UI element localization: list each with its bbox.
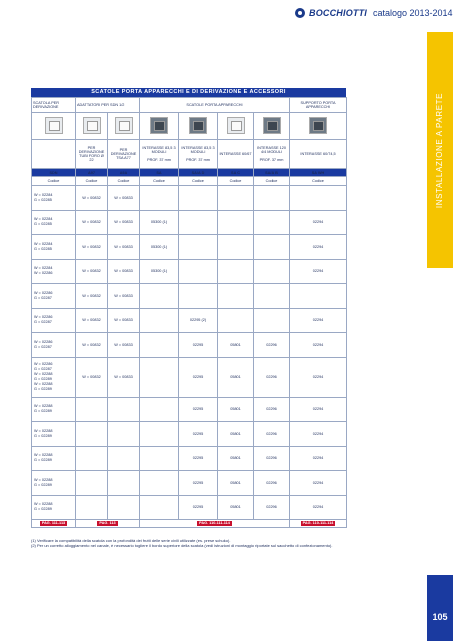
- code-value: W = 02286: [34, 290, 53, 295]
- box-icon: [189, 117, 207, 134]
- code-cell: 05300 (1): [140, 235, 179, 260]
- product-table: [31, 97, 347, 528]
- code-cell: [254, 210, 290, 235]
- derivation-codes: [32, 259, 76, 284]
- desc-cell: PER DERIVAZIONE TUBI FORO Ø 22: [76, 140, 108, 169]
- code-cell: [179, 186, 218, 211]
- code-cell: 02296: [254, 495, 290, 520]
- brand-name: BOCCHIOTTI: [309, 8, 367, 18]
- data-rows: [32, 186, 347, 520]
- page-ref-cell: [290, 520, 347, 528]
- code-cell: 02296: [254, 422, 290, 447]
- code-value: W = 02284: [34, 266, 53, 271]
- code-value: W = 02288: [34, 372, 53, 376]
- code-cell: [108, 397, 140, 422]
- code-cell: [108, 422, 140, 447]
- code-value: G = 02285: [34, 197, 52, 202]
- category-adattatori: ADATTATORI PER SDN 1/2: [76, 98, 140, 113]
- code-cell: W = 00833: [108, 186, 140, 211]
- desc-cell: [254, 140, 290, 169]
- code-cell: W = 00832: [76, 186, 108, 211]
- derivation-codes: [32, 446, 76, 471]
- header-brand: [295, 8, 453, 18]
- product-image: [290, 113, 347, 140]
- table-row: [32, 333, 347, 358]
- codice-label: Codice: [290, 177, 347, 186]
- derivation-codes: [32, 210, 76, 235]
- code-value: W = 02286: [34, 362, 53, 366]
- codice-label: Codice: [32, 177, 76, 186]
- codice-row: [32, 177, 347, 186]
- code-cell: 02294: [290, 446, 347, 471]
- table-row: [32, 495, 347, 520]
- code-value: W = 02286: [34, 315, 53, 320]
- code-value: G = 02285: [34, 246, 52, 251]
- table-row: [32, 186, 347, 211]
- code-cell: 02294: [290, 333, 347, 358]
- code-value: G = 02287: [34, 295, 52, 300]
- side-tab-label: INSTALLAZIONE A PARETE: [435, 92, 445, 208]
- code-value: W = 02286: [34, 271, 53, 276]
- code-value: W = 02288: [34, 404, 53, 409]
- code-cell: 02294: [290, 422, 347, 447]
- table-row: [32, 357, 347, 397]
- code-cell: 02295: [179, 397, 218, 422]
- code-value: W = 02288: [34, 502, 53, 507]
- codice-label: Codice: [76, 177, 108, 186]
- page-number-box: [427, 575, 453, 641]
- table-row: [32, 471, 347, 496]
- code-value: G = 02289: [34, 482, 52, 487]
- support-icon: [309, 117, 327, 134]
- code-cell: 02294: [290, 235, 347, 260]
- catalog-title: catalogo 2013-2014: [373, 8, 453, 18]
- page-ref-cell: [76, 520, 140, 528]
- code-cell: 05300 (1): [140, 210, 179, 235]
- code-header: SA/A B: [254, 169, 290, 177]
- derivation-codes: [32, 186, 76, 211]
- table-row: [32, 210, 347, 235]
- code-cell: [218, 259, 254, 284]
- code-cell: 02294: [290, 210, 347, 235]
- code-value: W = 02288: [34, 453, 53, 458]
- adapter-icon: [115, 117, 133, 134]
- code-cell: [254, 186, 290, 211]
- code-cell: [140, 284, 179, 309]
- code-cell: [254, 308, 290, 333]
- desc-cell: PER DERIVAZIONE TSA A77: [108, 140, 140, 169]
- code-cell: [140, 397, 179, 422]
- table-row: [32, 446, 347, 471]
- code-cell: [108, 446, 140, 471]
- derivation-codes: [32, 422, 76, 447]
- code-value: G = 02287: [34, 320, 52, 325]
- code-cell: 02296: [254, 446, 290, 471]
- product-image: [32, 113, 76, 140]
- desc-text: INTERASSE 83,5 3 MODULI: [181, 146, 215, 154]
- product-image: [76, 113, 108, 140]
- desc-cell: INTERASSE 60/74,5: [290, 140, 347, 169]
- derivation-codes: [32, 471, 76, 496]
- desc-cell: INTERASSE 60/67: [218, 140, 254, 169]
- code-value: G = 02289: [34, 433, 52, 438]
- code-cell: 02295: [179, 446, 218, 471]
- product-image: [108, 113, 140, 140]
- code-header-row: [32, 169, 347, 177]
- code-cell: W = 00833: [108, 210, 140, 235]
- code-cell: [218, 186, 254, 211]
- code-value: G = 02287: [34, 344, 52, 349]
- derivation-codes: [32, 357, 76, 397]
- desc-depth: PROF. 37 mm: [186, 158, 210, 162]
- code-cell: [76, 446, 108, 471]
- box-icon: [150, 117, 168, 134]
- code-cell: 05801: [218, 471, 254, 496]
- table-row: [32, 284, 347, 309]
- code-value: G = 02287: [34, 367, 52, 371]
- code-cell: [290, 186, 347, 211]
- code-cell: [140, 495, 179, 520]
- product-image: [218, 113, 254, 140]
- code-cell: [140, 333, 179, 358]
- table-title: SCATOLE PORTA APPARECCHI E DI DERIVAZIONE E ACCESSORI: [31, 88, 346, 97]
- code-cell: [108, 495, 140, 520]
- box-icon: [227, 117, 245, 134]
- table-row: [32, 308, 347, 333]
- code-cell: [140, 186, 179, 211]
- code-value: G = 02289: [34, 387, 52, 391]
- codice-label: Codice: [218, 177, 254, 186]
- code-value: W = 02288: [34, 477, 53, 482]
- code-cell: 02295: [179, 333, 218, 358]
- code-cell: [218, 210, 254, 235]
- code-cell: [218, 308, 254, 333]
- code-value: G = 02289: [34, 409, 52, 414]
- code-cell: 02294: [290, 397, 347, 422]
- code-cell: W = 00833: [108, 284, 140, 309]
- code-cell: 05801: [218, 422, 254, 447]
- desc-text: INTERASSE 120 4/4 MODULI: [257, 146, 286, 154]
- code-cell: W = 00833: [108, 235, 140, 260]
- derivation-codes: [32, 333, 76, 358]
- table-row: [32, 235, 347, 260]
- desc-cell: [32, 140, 76, 169]
- code-cell: [179, 284, 218, 309]
- category-porta-apparecchi: SCATOLE PORTA APPARECCHI: [140, 98, 290, 113]
- table-row: [32, 397, 347, 422]
- code-cell: 02294: [290, 357, 347, 397]
- code-cell: 02296: [254, 471, 290, 496]
- code-cell: [254, 259, 290, 284]
- desc-cell: [179, 140, 218, 169]
- code-cell: 05300 (1): [140, 259, 179, 284]
- code-cell: 02295 (2): [179, 308, 218, 333]
- code-cell: W = 00833: [108, 259, 140, 284]
- code-cell: 02296: [254, 333, 290, 358]
- derivation-codes: [32, 284, 76, 309]
- page-ref-cell: [32, 520, 76, 528]
- page-number: 105: [432, 612, 448, 622]
- bocchiotti-logo-icon: [295, 8, 305, 18]
- side-tab-label-wrap: [427, 32, 453, 268]
- code-cell: [76, 397, 108, 422]
- code-cell: 02295: [179, 422, 218, 447]
- desc-depth: PROF. 37 mm: [259, 158, 284, 162]
- code-header: SA: [140, 169, 179, 177]
- product-image: [254, 113, 290, 140]
- code-cell: [76, 471, 108, 496]
- desc-cell: [140, 140, 179, 169]
- page-ref: PAG. 110-111-114: [302, 521, 334, 525]
- code-cell: W = 00832: [76, 210, 108, 235]
- code-header: SA C: [218, 169, 254, 177]
- codice-label: Codice: [254, 177, 290, 186]
- code-cell: [179, 235, 218, 260]
- code-cell: [140, 308, 179, 333]
- table-row: [32, 259, 347, 284]
- page-ref: PAG. 113: [99, 521, 116, 525]
- code-value: W = 02284: [34, 241, 53, 246]
- code-cell: [108, 471, 140, 496]
- code-cell: 02296: [254, 397, 290, 422]
- derivation-codes: [32, 495, 76, 520]
- code-cell: 02296: [254, 357, 290, 397]
- code-cell: [140, 422, 179, 447]
- footnotes: [31, 538, 416, 548]
- code-cell: 05801: [218, 495, 254, 520]
- category-derivazione: SCATOLA PER DERIVAZIONE: [32, 98, 76, 113]
- code-header: SA WH: [290, 169, 347, 177]
- box-icon: [263, 117, 281, 134]
- page-ref: PAG. 110-111-114: [199, 521, 230, 525]
- image-row: [32, 113, 347, 140]
- code-cell: 05801: [218, 397, 254, 422]
- code-cell: W = 00832: [76, 308, 108, 333]
- code-header: A97: [76, 169, 108, 177]
- code-cell: 02295: [179, 495, 218, 520]
- code-value: W = 02286: [34, 339, 53, 344]
- category-supporto: SUPPORTO PORTA APPARECCHI: [290, 98, 347, 113]
- derivation-codes: [32, 235, 76, 260]
- code-cell: 05801: [218, 333, 254, 358]
- product-image: [179, 113, 218, 140]
- category-row: [32, 98, 347, 113]
- code-cell: W = 00833: [108, 333, 140, 358]
- code-value: G = 02289: [34, 377, 52, 381]
- code-cell: 02294: [290, 471, 347, 496]
- code-cell: [76, 495, 108, 520]
- code-cell: [76, 422, 108, 447]
- codice-label: Codice: [140, 177, 179, 186]
- code-cell: [218, 235, 254, 260]
- code-cell: W = 00832: [76, 235, 108, 260]
- code-cell: 02295: [179, 471, 218, 496]
- code-value: G = 02289: [34, 458, 52, 463]
- code-value: W = 02288: [34, 428, 53, 433]
- code-cell: [179, 210, 218, 235]
- code-cell: [140, 357, 179, 397]
- description-row: [32, 140, 347, 169]
- derivation-codes: [32, 397, 76, 422]
- code-cell: 02295: [179, 357, 218, 397]
- page-ref-row: [32, 520, 347, 528]
- code-value: G = 02285: [34, 222, 52, 227]
- code-cell: [218, 284, 254, 309]
- code-header: SDN: [32, 169, 76, 177]
- box-icon: [45, 117, 63, 134]
- code-header: A9A: [108, 169, 140, 177]
- code-header: SA/A D: [179, 169, 218, 177]
- code-cell: 02294: [290, 259, 347, 284]
- code-cell: 05801: [218, 357, 254, 397]
- code-value: W = 02284: [34, 192, 53, 197]
- footnote: (2) Per un corretto alloggiamento nel canale, è necessario togliere il bordo superiore della scatola (vedi istruzioni di montaggio riportate sul sacchetto di confezionamento).: [31, 543, 333, 549]
- code-cell: 02294: [290, 495, 347, 520]
- adapter-icon: [83, 117, 101, 134]
- code-cell: W = 00832: [76, 357, 108, 397]
- code-value: W = 02288: [34, 382, 53, 386]
- desc-depth: PROF. 37 mm: [147, 158, 171, 162]
- code-cell: [290, 284, 347, 309]
- code-value: G = 02289: [34, 507, 52, 512]
- code-cell: [140, 471, 179, 496]
- footnote: (1) Verificare la compatibilità della scatola con la profondità dei frutti delle serie civili utilizzate (es. prese schuko).: [31, 538, 231, 543]
- code-cell: [179, 259, 218, 284]
- code-cell: [254, 284, 290, 309]
- codice-label: Codice: [179, 177, 218, 186]
- code-cell: 02294: [290, 308, 347, 333]
- product-image: [140, 113, 179, 140]
- code-cell: W = 00833: [108, 308, 140, 333]
- derivation-codes: [32, 308, 76, 333]
- code-cell: W = 00833: [108, 357, 140, 397]
- codice-label: Codice: [108, 177, 140, 186]
- page-ref-cell: [140, 520, 290, 528]
- code-value: W = 02284: [34, 217, 53, 222]
- code-cell: W = 00832: [76, 259, 108, 284]
- desc-text: INTERASSE 83,5 3 MODULI: [142, 146, 176, 154]
- code-cell: [140, 446, 179, 471]
- code-cell: W = 00832: [76, 333, 108, 358]
- table-row: [32, 422, 347, 447]
- code-cell: W = 00832: [76, 284, 108, 309]
- code-cell: [254, 235, 290, 260]
- code-cell: 05801: [218, 446, 254, 471]
- page-ref: PAG. 111-113: [41, 521, 66, 525]
